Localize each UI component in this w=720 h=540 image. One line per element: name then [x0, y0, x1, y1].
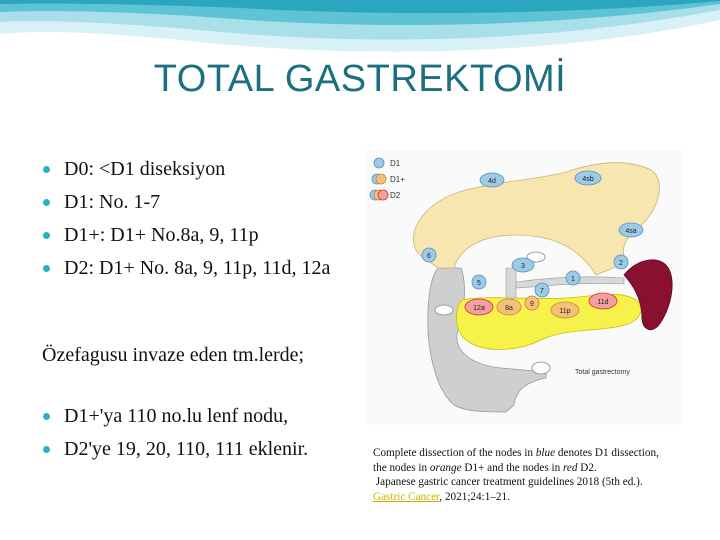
bullet-dot-icon	[43, 413, 50, 420]
node-9: 9	[530, 301, 534, 308]
legend-d2-icon	[378, 190, 388, 200]
node-2: 2	[619, 260, 623, 267]
node-8a: 8a	[505, 305, 513, 312]
bullet-item: D2: D1+ No. 8a, 9, 11p, 11d, 12a	[40, 256, 340, 280]
node-5: 5	[477, 280, 481, 287]
legend-d1plus-label: D1+	[390, 175, 405, 184]
bullet-item: D1+: D1+ No.8a, 9, 11p	[40, 223, 340, 247]
legend-d2-label: D2	[390, 191, 401, 200]
esophagus-stump-icon	[435, 305, 453, 315]
bullet-item: D0: <D1 diseksiyon	[40, 157, 340, 181]
legend-d1-label: D1	[390, 159, 401, 168]
aorta-vessel	[506, 268, 516, 298]
diagram-label: Total gastrectomy	[575, 369, 630, 376]
esophagus-invasion-note: Özefagusu invaze eden tm.lerde;	[42, 344, 305, 366]
node-1: 1	[571, 276, 575, 283]
node-11p: 11p	[559, 308, 571, 315]
diagram-svg	[366, 150, 682, 425]
figure-caption: Complete dissection of the nodes in blue denotes D1 dissection, the nodes in orange D1+ and the nodes in red D2. Japanese gastric cancer treatment guidelines 2018 (5th ed.). Gastric Cancer, 2021;24:1–21.	[373, 447, 659, 503]
node-4sb: 4sb	[582, 176, 594, 183]
node-3: 3	[521, 263, 525, 270]
legend-d1-icon	[374, 158, 384, 168]
node-12a: 12a	[473, 305, 485, 312]
bullet-item: D2'ye 19, 20, 110, 111 eklenir.	[40, 437, 360, 461]
duodenum-stump-icon	[532, 362, 550, 374]
bullet-dot-icon	[43, 265, 50, 272]
legend-d1plus-icon	[376, 174, 386, 184]
lymph-node-diagram	[366, 150, 682, 425]
node-4d: 4d	[488, 178, 496, 185]
bullet-dot-icon	[43, 232, 50, 239]
bullet-dot-icon	[43, 166, 50, 173]
bullet-list-esophageal	[40, 404, 360, 470]
node-6: 6	[427, 253, 431, 260]
bullet-list-dissection-levels	[40, 157, 340, 289]
node-4sa: 4sa	[625, 228, 637, 235]
node-7: 7	[540, 288, 544, 295]
bullet-dot-icon	[43, 199, 50, 206]
bullet-item: D1+'ya 110 no.lu lenf nodu,	[40, 404, 360, 428]
bullet-item: D1: No. 1-7	[40, 190, 340, 214]
gastric-cancer-link[interactable]: Gastric Cancer	[373, 490, 440, 503]
slide-title: TOTAL GASTREKTOMİ	[153, 58, 567, 100]
node-11d: 11d	[597, 299, 609, 306]
bullet-dot-icon	[43, 446, 50, 453]
